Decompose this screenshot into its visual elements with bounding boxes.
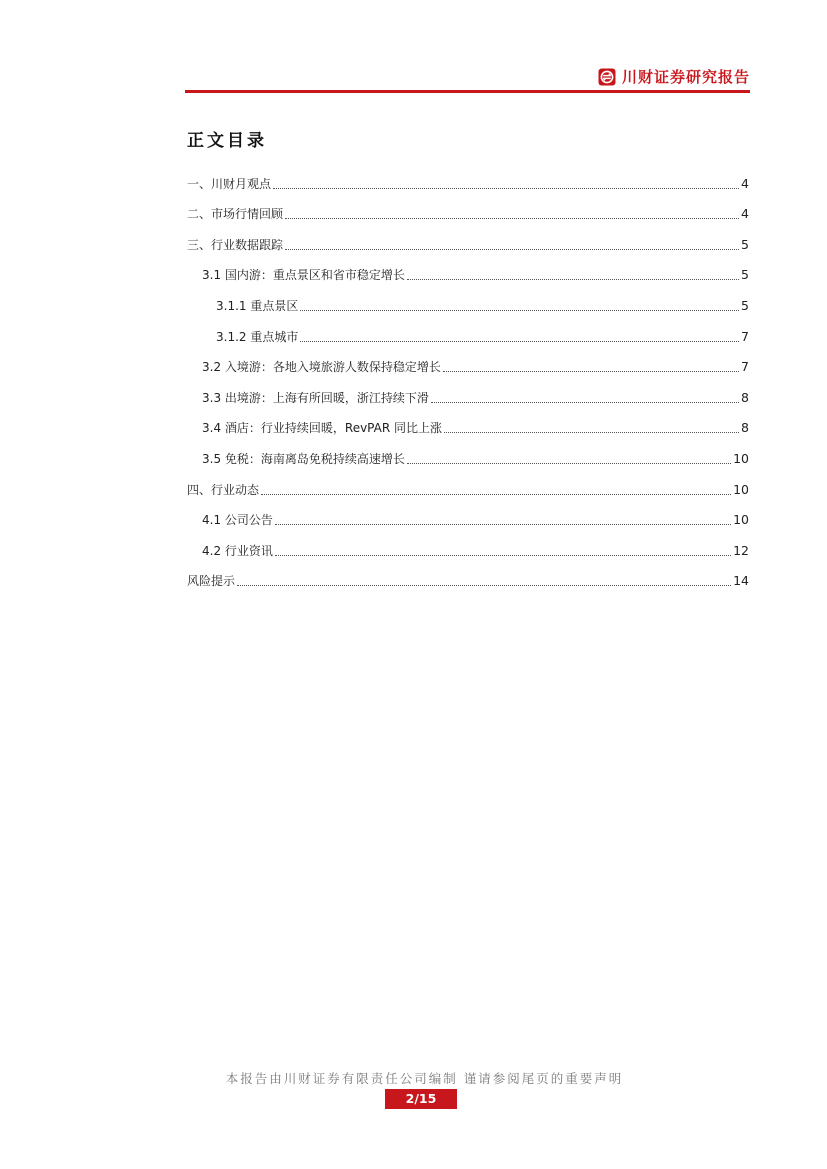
page-number: 2/15 <box>385 1089 457 1109</box>
brand-name: 川财证券研究报告 <box>621 68 750 86</box>
dot-leader <box>285 249 739 250</box>
toc-entry-page: 4 <box>741 206 749 222</box>
brand <box>598 66 750 87</box>
dot-leader <box>407 279 739 280</box>
disclaimer-note: 本报告由川财证券有限责任公司编制 谨请参阅尾页的重要声明 <box>225 1071 624 1086</box>
toc-entry[interactable] <box>187 314 749 345</box>
toc-entry[interactable] <box>187 528 749 559</box>
toc-entry-page: 7 <box>741 359 749 375</box>
toc-entry-page: 5 <box>741 297 749 313</box>
toc-title: 正文目录 <box>187 131 267 151</box>
toc-entry-label: 三、行业数据跟踪 <box>187 237 284 252</box>
toc-entry[interactable] <box>187 498 749 529</box>
toc-entry-label: 3.1.1 重点景区 <box>216 298 299 313</box>
toc-entry[interactable] <box>187 283 749 314</box>
toc-entry-label: 3.1.2 重点城市 <box>216 329 299 344</box>
toc-entry-page: 10 <box>733 450 749 466</box>
toc-entry[interactable] <box>187 406 749 437</box>
toc-entry[interactable] <box>187 345 749 376</box>
toc-entry-page: 4 <box>741 175 749 191</box>
table-of-contents <box>187 161 749 589</box>
toc-entry[interactable] <box>187 559 749 590</box>
dot-leader <box>300 341 739 342</box>
toc-entry-label: 风险提示 <box>187 574 236 589</box>
toc-entry-label: 3.2 入境游：各地入境旅游人数保持稳定增长 <box>202 360 441 375</box>
toc-entry-label: 4.2 行业资讯 <box>202 543 273 558</box>
toc-entry[interactable] <box>187 436 749 467</box>
toc-entry-page: 14 <box>733 573 749 589</box>
toc-entry[interactable] <box>187 375 749 406</box>
dot-leader <box>431 402 739 403</box>
dot-leader <box>407 463 731 464</box>
toc-entry[interactable] <box>187 192 749 223</box>
toc-entry-page: 10 <box>733 512 749 528</box>
toc-entry-label: 3.5 免税：海南离岛免税持续高速增长 <box>202 451 405 466</box>
dot-leader <box>261 494 731 495</box>
brand-logo-icon <box>598 68 616 86</box>
toc-entry[interactable] <box>187 161 749 192</box>
dot-leader <box>275 555 731 556</box>
toc-entry[interactable] <box>187 222 749 253</box>
toc-entry-page: 10 <box>733 481 749 497</box>
dot-leader <box>285 218 739 219</box>
toc-entry-page: 8 <box>741 389 749 405</box>
toc-entry-label: 3.1 国内游：重点景区和省市稳定增长 <box>202 268 405 283</box>
page-header <box>185 64 750 94</box>
toc-entry-label: 二、市场行情回顾 <box>187 207 284 222</box>
toc-entry[interactable] <box>187 467 749 498</box>
header-rule <box>185 90 750 93</box>
toc-entry-label: 3.3 出境游：上海有所回暖，浙江持续下滑 <box>202 390 429 405</box>
toc-entry-page: 5 <box>741 236 749 252</box>
toc-entry-page: 8 <box>741 420 749 436</box>
toc-entry-page: 7 <box>741 328 749 344</box>
toc-entry-label: 3.4 酒店：行业持续回暖，RevPAR 同比上涨 <box>202 421 443 436</box>
toc-entry-label: 一、川财月观点 <box>187 176 272 191</box>
toc-entry-page: 5 <box>741 267 749 283</box>
dot-leader <box>300 310 739 311</box>
dot-leader <box>444 432 739 433</box>
toc-entry[interactable] <box>187 253 749 284</box>
toc-entry-page: 12 <box>733 542 749 558</box>
dot-leader <box>273 188 739 189</box>
dot-leader <box>275 524 731 525</box>
dot-leader <box>237 585 731 586</box>
toc-entry-label: 4.1 公司公告 <box>202 513 273 528</box>
toc-entry-label: 四、行业动态 <box>187 482 260 497</box>
dot-leader <box>443 371 739 372</box>
